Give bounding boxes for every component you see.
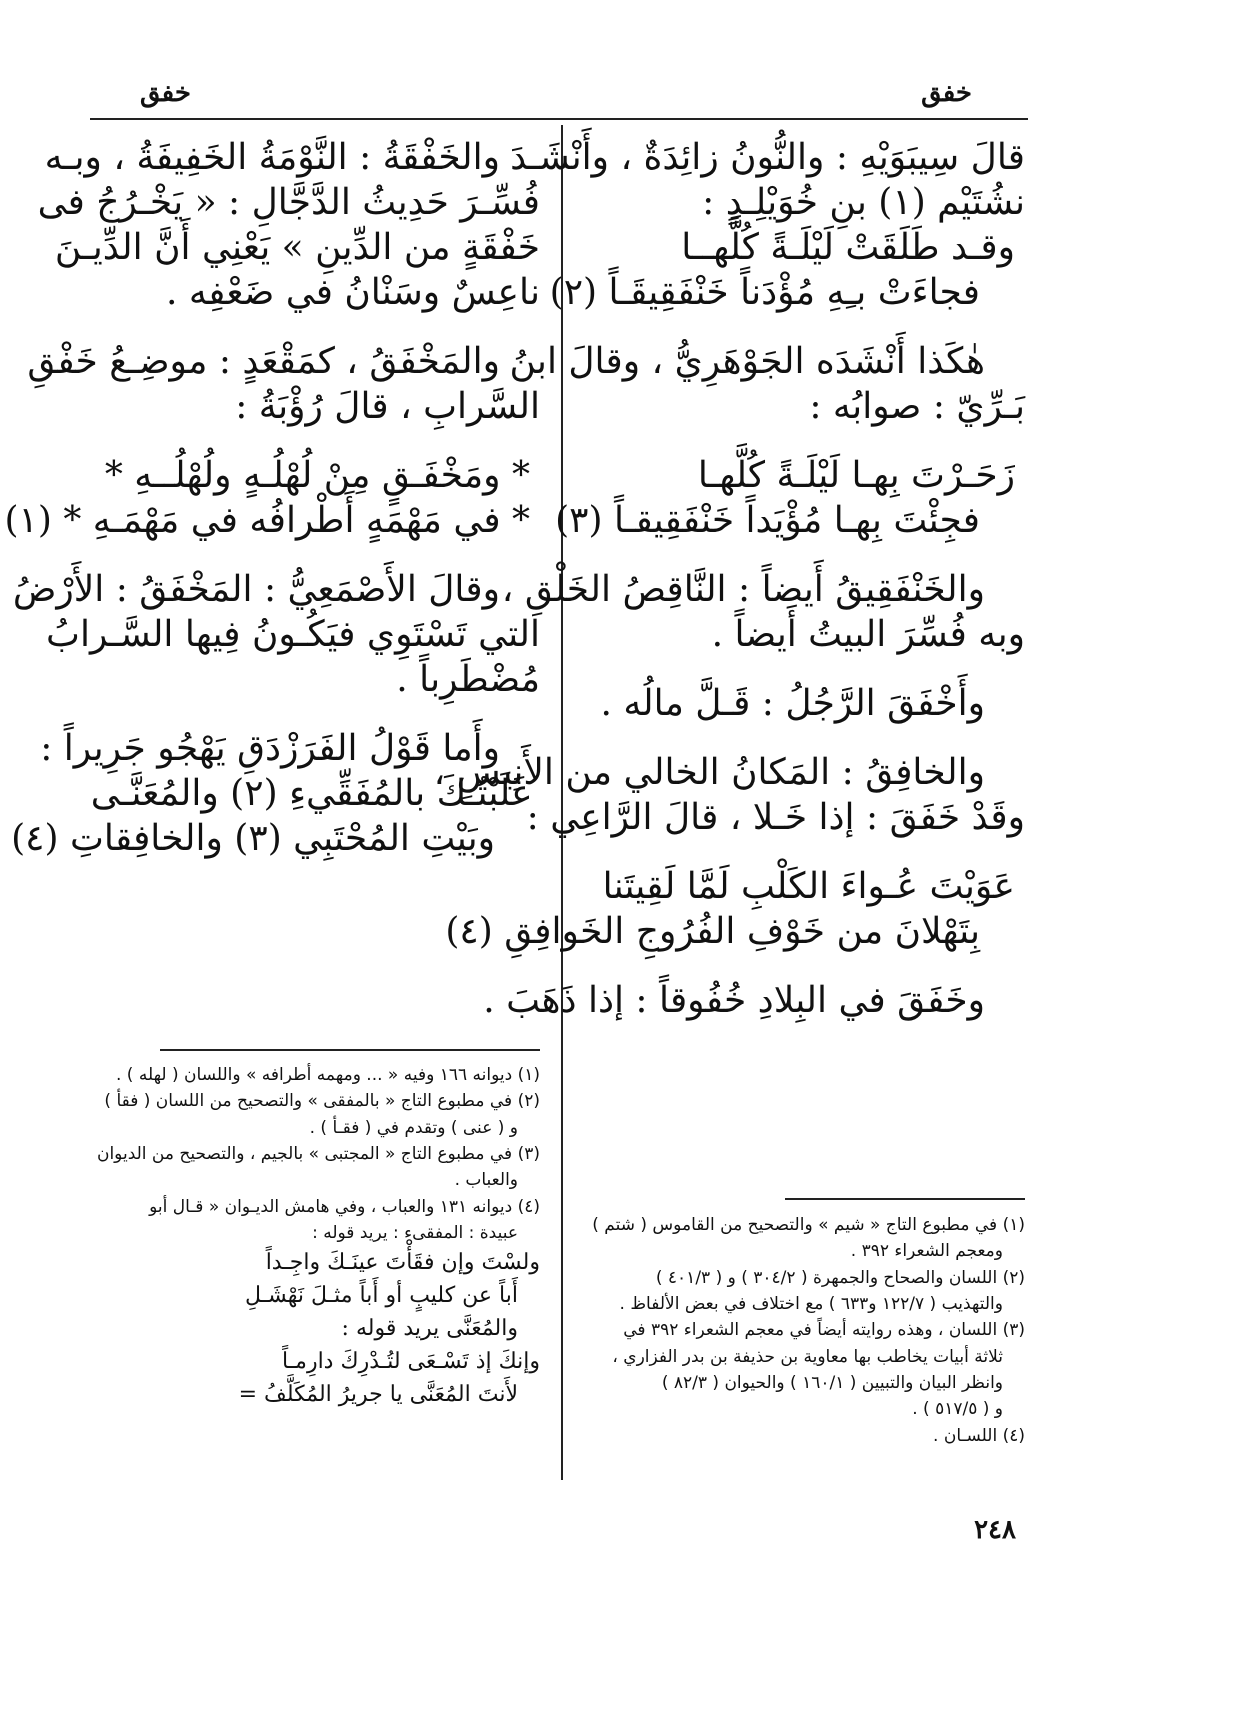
footnote: ومعجم الشعراء ٣٩٢ . xyxy=(850,1241,1003,1262)
footnote-verse: ولسْتَ وإن فقَأْتَ عينَـكَ واجِـداً xyxy=(265,1250,540,1276)
text-line: خَفْقَةٍ من الدِّينِ » يَعْنِي أَنَّ الدِّيـنَ xyxy=(54,227,540,268)
verse-line: * في مَهْمَهٍ أَطْرافُه في مَهْمَـهِ * (١) xyxy=(4,500,530,541)
text-line: وأَما قَوْلُ الفَرَزْدَقِ يَهْجُو جَرِيراً : xyxy=(40,728,500,769)
footnote: عبيدة : المفقىء : يريد قوله : xyxy=(312,1223,518,1244)
footnote: و ( عنى ) وتقدم في ( فقـأ ) . xyxy=(309,1117,518,1138)
footnote: (٢) في مطبوع التاج « بالمفقى » والتصحيح من اللسان ( فقأ ) xyxy=(104,1091,540,1112)
footnote: (١) ديوانه ١٦٦ وفيه « ... ومهمه أطرافه » واللسان ( لهله ) . xyxy=(115,1065,540,1085)
text-line: والمَخْفَقُ ، كمَقْعَدٍ : موضِـعُ خَفْقِ xyxy=(27,341,500,382)
header-rule xyxy=(90,118,1028,120)
text-line: وخَفَقَ في البِلادِ خُفُوقاً : إذا ذَهَبَ . xyxy=(483,980,985,1021)
footnote: (٢) اللسان والصحاح والجمهرة ( ٣٠٤/٢ ) و ( ٤٠١/٣ ) xyxy=(655,1267,1025,1288)
footnote: ثلاثة أبيات يخاطب بها معاوية بن حذيفة بن بدر الفزاري ، xyxy=(612,1346,1003,1367)
footnote-verse: والمُعَنَّى يريد قوله : xyxy=(341,1316,518,1342)
left-footnotes xyxy=(80,1062,540,1411)
footnote-rule-right xyxy=(785,1198,1025,1200)
running-header-left: خفق xyxy=(140,78,191,108)
running-header-right: خفق xyxy=(921,78,972,108)
footnote: (١) في مطبوع التاج « شيم » والتصحيح من القاموس ( شتم ) xyxy=(592,1215,1025,1235)
footnote: (٣) في مطبوع التاج « المجتبى » بالجيم ، والتصحيح من الديوان xyxy=(96,1144,540,1165)
text-line: التي تَسْتَوِي فيَكُـونُ فِيها السَّـرابُ xyxy=(46,614,540,655)
verse-line: وبَيْتِ المُحْتَبِي (٣) والخافِقاتِ (٤) xyxy=(11,818,495,859)
footnote: والتهذيب ( ١٢٢/٧ و٦٣٣ ) مع اختلاف في بعض الألفاظ . xyxy=(619,1294,1003,1315)
text-line: والخَنْفَقِيقُ أَيضاً : النَّاقِصُ الخَلْقِ ، xyxy=(501,569,985,610)
text-line: وقَدْ خَفَقَ : إذا خَـلا ، قالَ الرَّاعِي : xyxy=(526,797,1025,838)
text-line: فُسِّـرَ حَدِيثُ الدَّجَّالِ : « يَخْـرُجُ فى xyxy=(37,182,540,223)
text-line: والخَفْقَةُ : النَّوْمَةُ الخَفِيفَةُ ، وبـه xyxy=(44,137,500,178)
text-line: والخافِقُ : المَكانُ الخالي من الأَنِيسِ ، xyxy=(433,752,985,793)
footnote: و ( ٥١٧/٥ ) . xyxy=(912,1399,1003,1420)
verse-line: زَحَـرْتَ بِهـا لَيْلَـةً كُلَّهـا xyxy=(697,455,1015,496)
text-line: مُضْطَرِباً . xyxy=(396,659,540,700)
verse-line: عَوَيْتَ عُـواءَ الكَلْبِ لَمَّا لَقِيتَنا xyxy=(602,866,1015,907)
verse-line: غَلَبْتُـكَ بالمُفَقِّيءِ (٢) والمُعَنَّـى xyxy=(90,773,530,814)
verse-line: بِتَهْلانَ من خَوْفِ الفُرُوجِ الخَوافِقِ (٤) xyxy=(445,911,980,952)
verse-line: فجِئْتَ بِهـا مُؤْيَداً خَنْفَقِيقـاً (٣) xyxy=(555,500,980,541)
verse-line: وقـد طَلَقَتْ لَيْلَـةً كُلَّهــا xyxy=(681,227,1015,268)
footnote: وانظر البيان والتبيين ( ١٦٠/١ ) والحيوان ( ٨٢/٣ ) xyxy=(661,1373,1003,1394)
footnote-verse: أَباً عن كليبٍ أو أَباً مثـلَ نَهْشَـلِ xyxy=(245,1283,518,1309)
text-line: نشُتَيْم (١) بنِ خُوَيْلِـدٍ : xyxy=(702,182,1025,223)
footnote-rule-left xyxy=(160,1049,540,1051)
text-line: وبه فُسِّرَ البيتُ أَيضاً . xyxy=(711,614,1025,655)
text-line: هٰكَذا أَنْشَدَه الجَوْهَرِيُّ ، وقالَ ابنُ xyxy=(509,341,985,382)
footnote: (٣) اللسان ، وهذه روايته أيضاً في معجم الشعراء ٣٩٢ في xyxy=(623,1320,1025,1341)
footnote: والعباب . xyxy=(454,1170,518,1191)
footnote: (٤) اللسـان . xyxy=(933,1425,1025,1446)
footnote-verse: لأَنتَ المُعَنَّى يا جريرُ المُكَلَّفُ = xyxy=(238,1382,518,1408)
right-footnotes xyxy=(585,1212,1025,1449)
text-line: قالَ سِيبَوَيْهِ : والنُّونُ زائِدَةٌ ، وأَنْشَـدَ xyxy=(510,137,1025,178)
verse-line: فجاءَتْ بـِهِ مُؤْدَناً خَنْفَقِيقَـاً (٢) xyxy=(549,272,980,313)
text-line: بَـرِّيّ : صوابُه : xyxy=(809,386,1025,427)
page-number: ٢٤٨ xyxy=(974,1515,1016,1545)
footnote: (٤) ديوانه ١٣١ والعباب ، وفي هامش الديـوان « قـال أبو xyxy=(149,1196,540,1217)
verse-line: * ومَخْفَـقٍ مِنْ لُهْلُـهٍ ولُهْلُــهِ * xyxy=(104,455,530,496)
footnote-verse: وإنكَ إذ تَسْـعَى لتُـدْرِكَ دارِمـاً xyxy=(282,1349,540,1375)
text-line: السَّرابِ ، قالَ رُؤْبَةُ : xyxy=(235,386,540,427)
text-line: وقالَ الأَصْمَعِيُّ : المَخْفَقُ : الأَرْضُ xyxy=(12,569,500,610)
left-column xyxy=(4,135,540,861)
text-line: ناعِسٌ وسَنْانُ في ضَعْفِه . xyxy=(165,272,540,313)
text-line: وأَخْفَقَ الرَّجُلُ : قَـلَّ مالُه . xyxy=(600,683,985,724)
